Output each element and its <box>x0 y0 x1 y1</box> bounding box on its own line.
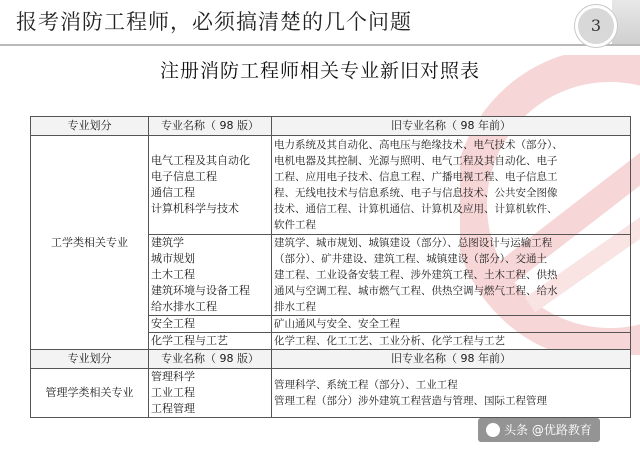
table-title: 注册消防工程师相关专业新旧对照表 <box>159 60 480 82</box>
table-header-row <box>31 350 631 369</box>
header-new-name: 专业名称（ 98 版） <box>149 117 272 136</box>
slide-title: 报考消防工程师，必须搞清楚的几个问题 <box>16 10 412 34</box>
source-watermark-badge: 头条 @优路教育 <box>478 418 600 442</box>
table-row <box>31 369 631 418</box>
old-name-cell: 电力系统及其自动化、高电压与绝缘技术、电气技术（部分）、 电机电器及其控制、光源与照明、电气工程及其自动化、电子 工程、应用电子技术、信息工程、广播电视工程、电子信息工 程、无线电技术与信息系统、电子与信息技术、公共安全图像 技术、通信工程、计算机通信、计算机及应用、计算机软件、 软件工程 <box>272 136 631 235</box>
old-name-cell: 管理科学、系统工程（部分）、工业工程 管理工程（部分）涉外建筑工程营造与管理、国际工程管理 <box>272 369 631 418</box>
category-management: 管理学类相关专业 <box>31 369 149 418</box>
old-name-cell: 化学工程、化工工艺、工业分析、化学工程与工艺 <box>272 333 631 350</box>
header-old-name: 旧专业名称（ 98 年前） <box>272 350 631 369</box>
table-row <box>31 136 631 235</box>
major-comparison-table <box>30 116 631 418</box>
header-new-name: 专业名称（ 98 版） <box>149 350 272 369</box>
old-name-cell: 矿山通风与安全、安全工程 <box>272 316 631 333</box>
page-number-badge: 3 <box>575 5 617 47</box>
new-name-cell: 化学工程与工艺 <box>149 333 272 350</box>
new-name-cell: 建筑学 城市规划 土木工程 建筑环境与设备工程 给水排水工程 <box>149 235 272 316</box>
header-category: 专业划分 <box>31 350 149 369</box>
new-name-cell: 管理科学 工业工程 工程管理 <box>149 369 272 418</box>
new-name-cell: 电气工程及其自动化 电子信息工程 通信工程 计算机科学与技术 <box>149 136 272 235</box>
slide-header <box>0 0 640 46</box>
category-engineering: 工学类相关专业 <box>31 136 149 350</box>
header-old-name: 旧专业名称（ 98 年前） <box>272 117 631 136</box>
old-name-cell: 建筑学、城市规划、城镇建设（部分）、总图设计与运输工程 （部分）、矿井建设、建筑工程、城镇建设（部分）、交通土 建工程、工业设备安装工程、涉外建筑工程、土木工程、供热 通风与空调工程、城市燃气工程、供热空调与燃气工程、给水 排水工程 <box>272 235 631 316</box>
new-name-cell: 安全工程 <box>149 316 272 333</box>
table-header-row <box>31 117 631 136</box>
header-category: 专业划分 <box>31 117 149 136</box>
logo-icon <box>486 423 500 437</box>
